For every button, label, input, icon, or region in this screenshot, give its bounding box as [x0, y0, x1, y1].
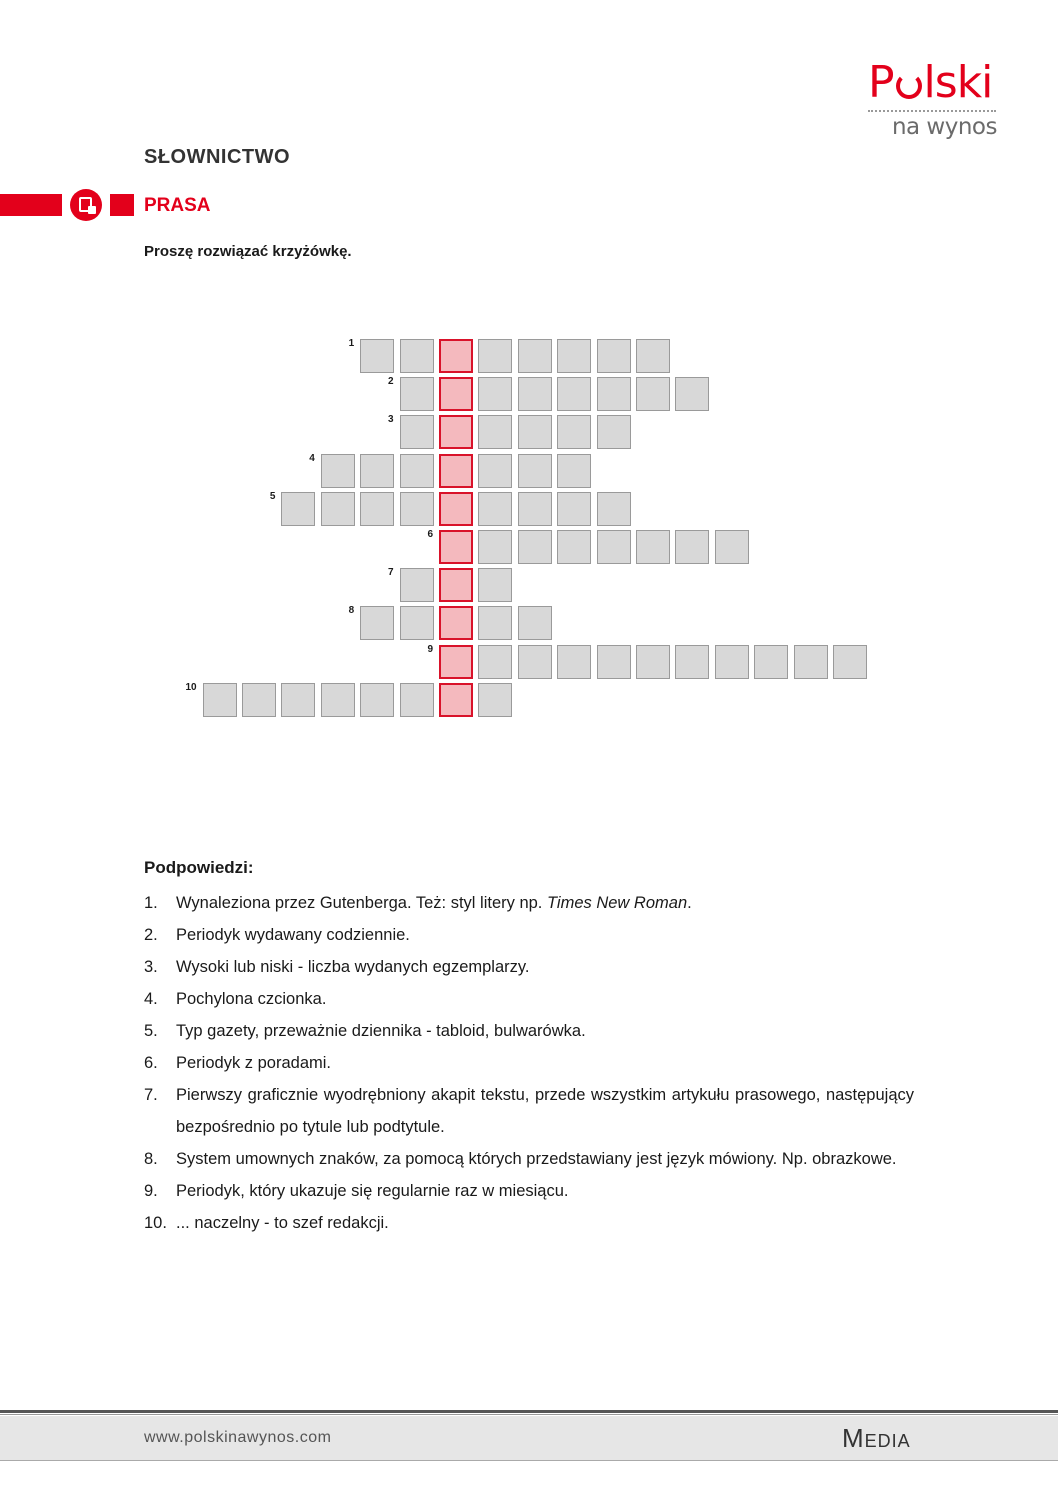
- crossword-cell[interactable]: [281, 492, 315, 526]
- hint-number: 6.: [144, 1054, 158, 1072]
- clue-number: 9: [427, 643, 433, 655]
- crossword-cell[interactable]: [675, 645, 709, 679]
- footer-rule-thin: [0, 1414, 1058, 1415]
- hint-number: 1.: [144, 894, 158, 912]
- key-cell[interactable]: [439, 683, 473, 717]
- crossword-cell[interactable]: [518, 454, 552, 488]
- crossword-cell[interactable]: [400, 606, 434, 640]
- crossword-cell[interactable]: [203, 683, 237, 717]
- hint-item: [144, 1015, 914, 1047]
- hint-text: Wysoki lub niski - liczba wydanych egzemplarzy.: [176, 958, 530, 976]
- hint-text: Periodyk wydawany codziennie.: [176, 926, 410, 944]
- crossword-cell[interactable]: [321, 454, 355, 488]
- crossword-cell[interactable]: [518, 377, 552, 411]
- crossword-cell[interactable]: [478, 454, 512, 488]
- crossword-cell[interactable]: [400, 568, 434, 602]
- hint-text: Pochylona czcionka.: [176, 990, 327, 1008]
- clue-number: 2: [388, 376, 394, 388]
- crossword-cell[interactable]: [597, 377, 631, 411]
- crossword-cell[interactable]: [478, 606, 512, 640]
- topic-title: PRASA: [144, 195, 211, 216]
- hint-item: [144, 1207, 914, 1239]
- crossword-cell[interactable]: [400, 377, 434, 411]
- crossword-cell[interactable]: [400, 415, 434, 449]
- logo-subtitle: na wynos: [891, 114, 997, 140]
- hint-item: [144, 887, 914, 919]
- footer-url[interactable]: www.polskinawynos.com: [144, 1429, 332, 1446]
- hint-number: 8.: [144, 1150, 158, 1168]
- crossword-cell[interactable]: [400, 454, 434, 488]
- hints-title: Podpowiedzi:: [144, 858, 254, 877]
- hint-number: 7.: [144, 1086, 158, 1104]
- crossword-cell[interactable]: [281, 683, 315, 717]
- hints-list: [144, 887, 914, 1239]
- crossword-cell[interactable]: [715, 530, 749, 564]
- hint-text: Typ gazety, przeważnie dziennika - tabloid, bulwarówka.: [176, 1022, 586, 1040]
- hint-number: 5.: [144, 1022, 158, 1040]
- crossword-cell[interactable]: [636, 377, 670, 411]
- hint-text: System umownych znaków, za pomocą których przedstawiany jest język mówiony. Np. obrazkowe.: [176, 1150, 897, 1168]
- clue-number: 1: [348, 338, 355, 349]
- logo: [868, 58, 1003, 142]
- crossword-cell[interactable]: [557, 377, 591, 411]
- crossword-cell[interactable]: [518, 645, 552, 679]
- key-cell[interactable]: [439, 492, 473, 526]
- crossword-cell[interactable]: [557, 339, 591, 373]
- logo-brand: P lski: [868, 57, 993, 108]
- crossword-cell[interactable]: [518, 415, 552, 449]
- crossword-cell[interactable]: [636, 530, 670, 564]
- crossword-cell[interactable]: [675, 377, 709, 411]
- clue-number: 6: [427, 529, 433, 540]
- crossword-cell[interactable]: [794, 645, 828, 679]
- crossword-cell[interactable]: [400, 492, 434, 526]
- crossword-cell[interactable]: [360, 454, 394, 488]
- clue-number: 5: [269, 490, 276, 502]
- hint-item: [144, 919, 914, 951]
- footer-rule: [0, 1410, 1058, 1413]
- hint-item: [144, 1175, 914, 1207]
- hint-text: Periodyk z poradami.: [176, 1054, 331, 1072]
- crossword-cell[interactable]: [360, 606, 394, 640]
- crossword-cell[interactable]: [557, 415, 591, 449]
- section-title: SŁOWNICTWO: [144, 146, 291, 168]
- hint-text: Wynaleziona przez Gutenberga. Też: styl litery np. Times New Roman.: [176, 894, 692, 912]
- footer-category: Media: [842, 1423, 911, 1453]
- crossword-cell[interactable]: [478, 339, 512, 373]
- key-cell[interactable]: [439, 339, 473, 373]
- key-cell[interactable]: [439, 377, 473, 411]
- key-cell[interactable]: [439, 568, 473, 602]
- crossword-cell[interactable]: [597, 530, 631, 564]
- hint-number: 3.: [144, 958, 158, 976]
- hint-item: [144, 1047, 914, 1079]
- clue-number: 3: [388, 414, 394, 426]
- crossword-cell[interactable]: [478, 377, 512, 411]
- crossword-cell[interactable]: [360, 492, 394, 526]
- hint-number: 9.: [144, 1182, 158, 1200]
- crossword-cell[interactable]: [557, 454, 591, 488]
- crossword-cell[interactable]: [557, 530, 591, 564]
- clue-number: 4: [309, 452, 315, 464]
- hint-number: 10.: [144, 1214, 167, 1232]
- crossword-cell[interactable]: [518, 339, 552, 373]
- crossword-cell[interactable]: [478, 492, 512, 526]
- key-cell[interactable]: [439, 415, 473, 449]
- crossword-cell[interactable]: [597, 492, 631, 526]
- hint-item: [144, 983, 914, 1015]
- hint-italic: Times New Roman: [546, 894, 688, 912]
- topic-bar-mid: [110, 194, 134, 216]
- crossword-cell[interactable]: [518, 530, 552, 564]
- hint-item: [144, 951, 914, 983]
- crossword-cell[interactable]: [518, 492, 552, 526]
- footer-bottom-rule: [0, 1460, 1058, 1461]
- crossword-cell[interactable]: [597, 339, 631, 373]
- clue-number: 7: [388, 567, 394, 579]
- crossword-cell[interactable]: [715, 645, 749, 679]
- crossword-cell[interactable]: [518, 606, 552, 640]
- hint-text: Periodyk, który ukazuje się regularnie raz w miesiącu.: [176, 1182, 569, 1200]
- crossword-cell[interactable]: [754, 645, 788, 679]
- hint-item: [144, 1079, 914, 1143]
- crossword-cell[interactable]: [557, 645, 591, 679]
- clue-number: 8: [348, 605, 355, 617]
- crossword-cell[interactable]: [478, 530, 512, 564]
- topic-bar-left: [0, 194, 62, 216]
- crossword-cell[interactable]: [833, 645, 867, 679]
- hint-number: 2.: [144, 926, 158, 944]
- newspaper-icon: [70, 189, 102, 221]
- instruction: Proszę rozwiązać krzyżówkę.: [144, 243, 352, 260]
- logo-o-mark: [896, 73, 922, 99]
- crossword-cell[interactable]: [557, 492, 591, 526]
- key-cell[interactable]: [439, 530, 473, 564]
- crossword-cell[interactable]: [478, 683, 512, 717]
- crossword-cell[interactable]: [597, 645, 631, 679]
- crossword-cell[interactable]: [478, 645, 512, 679]
- crossword-cell[interactable]: [478, 415, 512, 449]
- crossword-cell[interactable]: [478, 568, 512, 602]
- key-cell[interactable]: [439, 645, 473, 679]
- key-cell[interactable]: [439, 454, 473, 488]
- crossword-cell[interactable]: [636, 645, 670, 679]
- hint-number: 4.: [144, 990, 158, 1008]
- hint-item: [144, 1143, 914, 1175]
- crossword-cell[interactable]: [242, 683, 276, 717]
- crossword-cell[interactable]: [400, 683, 434, 717]
- crossword-cell[interactable]: [400, 339, 434, 373]
- crossword-cell[interactable]: [360, 683, 394, 717]
- hint-text: ... naczelny - to szef redakcji.: [176, 1214, 389, 1232]
- hint-text: Pierwszy graficznie wyodrębniony akapit tekstu, przede wszystkim artykułu prasowego, następujący bezpośrednio po tytule lub podtytule.: [176, 1086, 914, 1136]
- crossword-cell[interactable]: [321, 683, 355, 717]
- crossword-cell[interactable]: [597, 415, 631, 449]
- clue-number: 10: [185, 681, 197, 693]
- crossword-cell[interactable]: [636, 339, 670, 373]
- key-cell[interactable]: [439, 606, 473, 640]
- crossword-cell[interactable]: [360, 339, 394, 373]
- crossword-cell[interactable]: [321, 492, 355, 526]
- crossword-cell[interactable]: [675, 530, 709, 564]
